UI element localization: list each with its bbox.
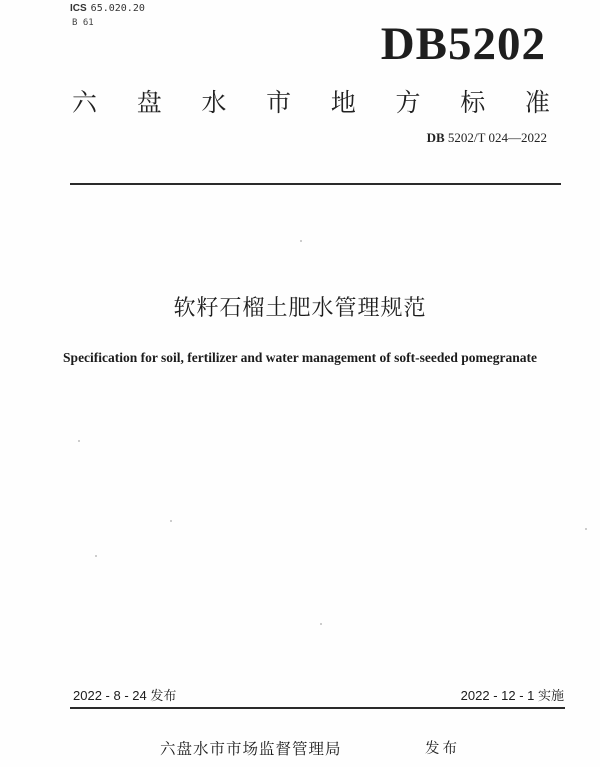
standard-number-rest: 5202/T 024—2022 [444, 130, 547, 145]
standard-number [427, 130, 547, 146]
publish-label: 发布 [425, 741, 460, 757]
category-char: 市 [266, 88, 292, 117]
category-char: 六 [72, 88, 98, 117]
top-divider [70, 183, 561, 185]
scan-speck [585, 528, 587, 530]
title-english: Specification for soil, fertilizer and water management of soft-seeded pomegranate [63, 350, 537, 365]
scan-speck [78, 440, 80, 442]
standard-category [72, 88, 550, 118]
issue-date: 2022 - 8 - 24 发布 [73, 688, 177, 703]
ics-code: 65.020.20 [90, 3, 145, 14]
scan-speck [320, 623, 322, 625]
implementation-date: 2022 - 12 - 1 实施 [460, 688, 564, 703]
category-char: 盘 [136, 88, 162, 117]
standard-number-prefix: DB [426, 130, 445, 145]
category-char: 标 [460, 88, 486, 117]
ics-label: ICS [70, 3, 87, 14]
scan-speck [170, 520, 172, 522]
scan-speck [300, 240, 302, 242]
category-char: 水 [201, 88, 227, 117]
publisher-name: 六盘水市市场监督管理局 [160, 740, 342, 758]
bottom-divider [70, 707, 565, 709]
category-char: 准 [524, 88, 550, 117]
classification-code: B 61 [72, 18, 94, 28]
ics-code-line [70, 2, 145, 16]
category-char: 方 [395, 88, 421, 117]
title-chinese: 软籽石榴土肥水管理规范 [173, 296, 427, 321]
category-char: 地 [330, 88, 356, 117]
standard-logo: DB5202 [380, 18, 546, 70]
scan-speck [95, 555, 97, 557]
